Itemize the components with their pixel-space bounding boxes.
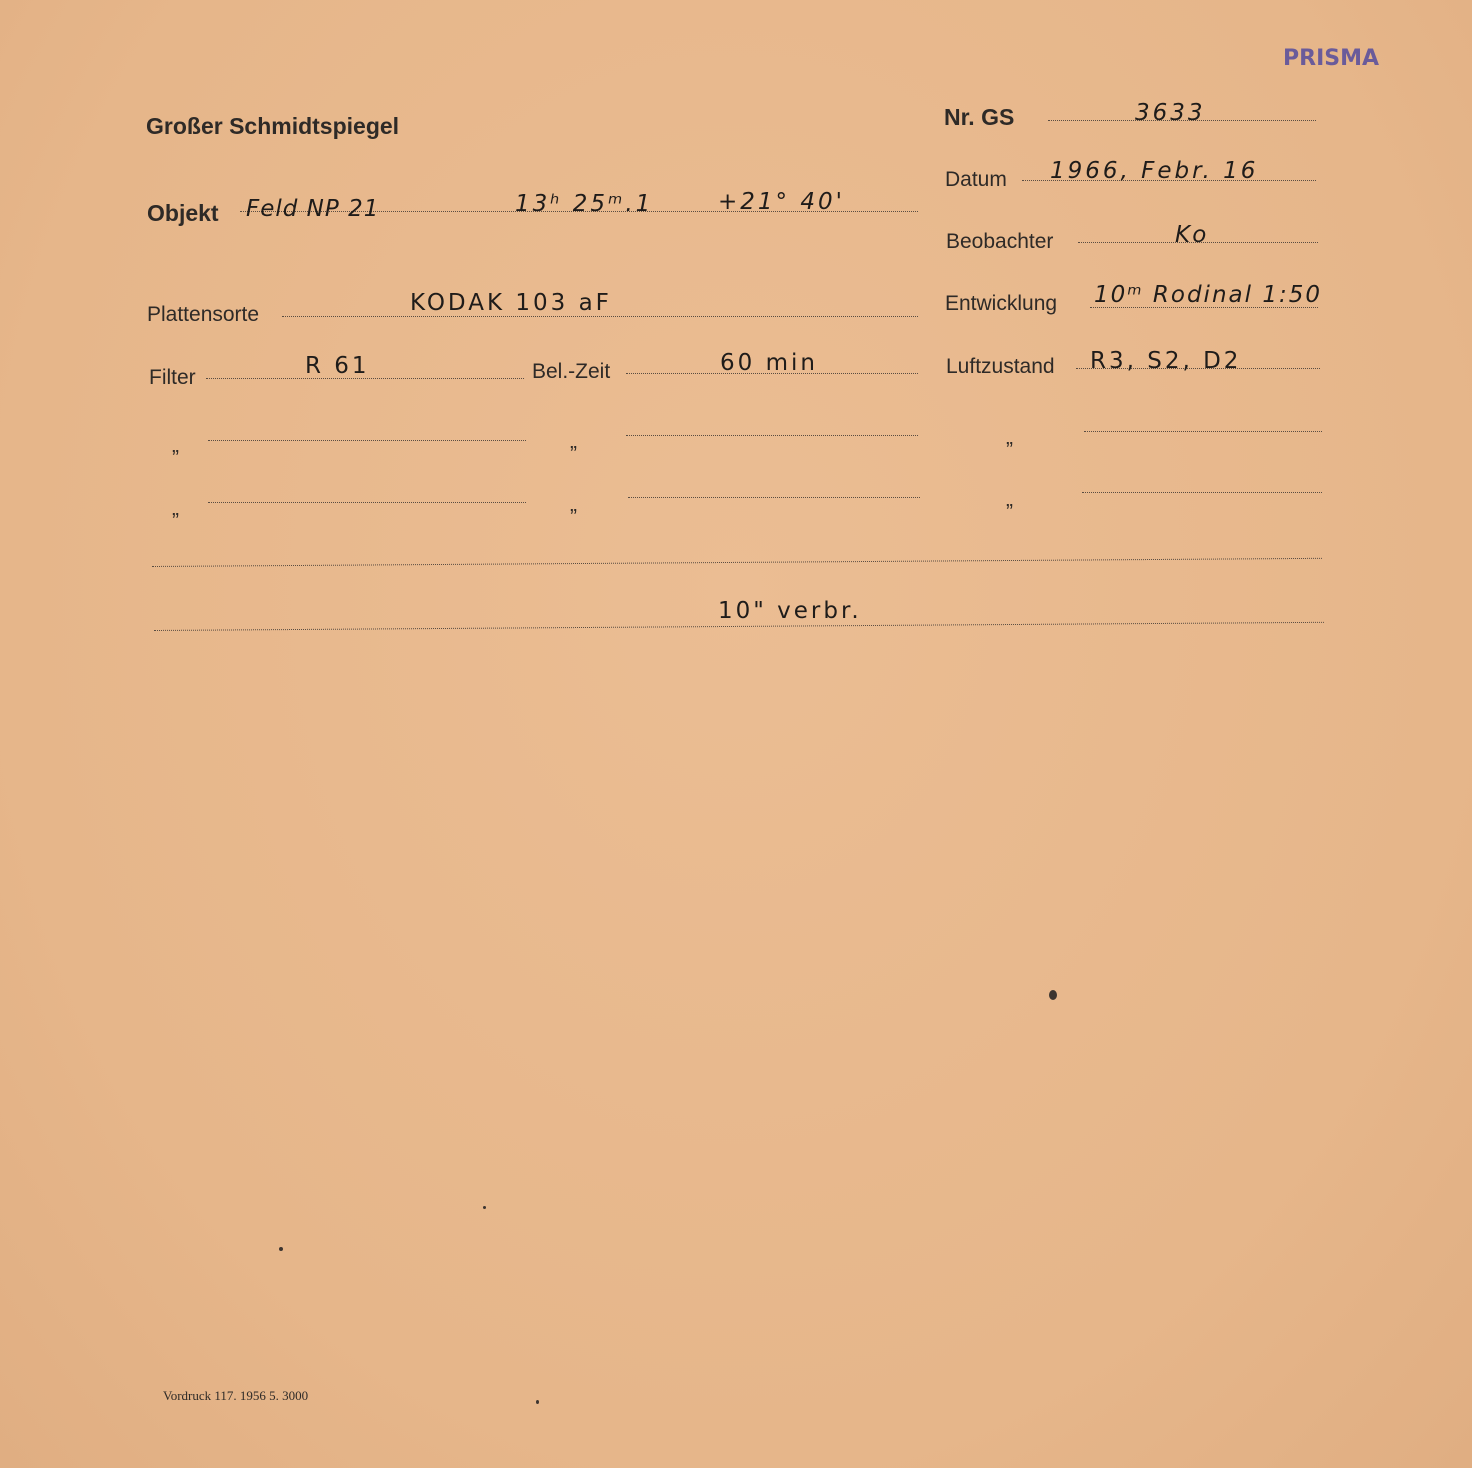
objekt-value: Feld NP 21 — [246, 196, 380, 222]
luftzustand-value: R3, S2, D2 — [1090, 348, 1242, 374]
filter-label: Filter — [149, 366, 196, 389]
datum-label: Datum — [945, 168, 1007, 191]
ditto-mark-belzeit-2: „ — [570, 493, 577, 516]
form-print-note: Vordruck 117. 1956 5. 3000 — [163, 1388, 309, 1403]
dust-speck — [536, 1400, 539, 1404]
remark-line-1 — [152, 558, 1322, 567]
objekt-label: Objekt — [147, 200, 219, 226]
luftzustand-line-3 — [1082, 492, 1322, 493]
belzeit-label: Bel.-Zeit — [532, 360, 611, 383]
beobachter-value: Ko — [1175, 222, 1210, 248]
prisma-stamp: PRISMA — [1283, 46, 1380, 71]
luftzustand-label: Luftzustand — [946, 355, 1055, 378]
entwicklung-value: 10ᵐ Rodinal 1:50 — [1094, 282, 1322, 308]
beobachter-label: Beobachter — [946, 230, 1054, 253]
dust-speck — [279, 1247, 283, 1251]
ditto-mark-luft-2: „ — [1006, 488, 1013, 511]
filter-value: R 61 — [305, 353, 370, 379]
belzeit-line-3 — [628, 497, 920, 498]
nr-gs-label: Nr. GS — [944, 104, 1015, 130]
filter-line-2 — [208, 440, 526, 441]
filter-line-3 — [208, 502, 526, 503]
ditto-mark-belzeit-1: „ — [570, 430, 577, 453]
entwicklung-label: Entwicklung — [945, 292, 1058, 315]
dec-value: +21° 40' — [718, 189, 845, 215]
belzeit-line-2 — [626, 435, 918, 436]
ditto-mark-filter-2: „ — [172, 497, 179, 520]
ra-value: 13ʰ 25ᵐ.1 — [515, 191, 654, 217]
card-title: Großer Schmidtspiegel — [146, 113, 400, 139]
ditto-mark-luft-1: „ — [1006, 426, 1013, 449]
plattensorte-value: KODAK 103 aF — [410, 290, 612, 316]
luftzustand-line-2 — [1084, 431, 1322, 432]
dust-speck — [483, 1206, 486, 1209]
nr-gs-value: 3633 — [1135, 100, 1206, 126]
ink-speck — [1049, 990, 1057, 1000]
plattensorte-line — [282, 316, 918, 317]
datum-value: 1966, Febr. 16 — [1050, 158, 1259, 184]
remark-value: 10" verbr. — [718, 598, 862, 624]
plattensorte-label: Plattensorte — [147, 303, 260, 326]
belzeit-value: 60 min — [720, 350, 818, 376]
ditto-mark-filter-1: „ — [172, 434, 179, 457]
